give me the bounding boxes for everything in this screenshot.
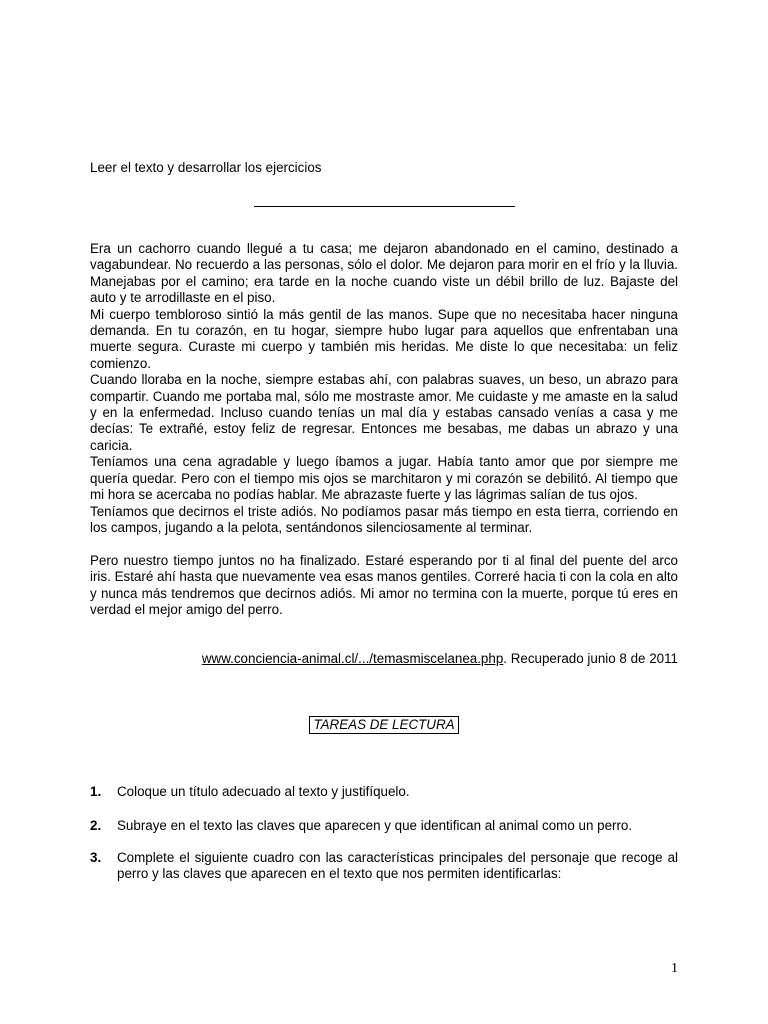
story-paragraph: Pero nuestro tiempo juntos no ha finalizado. Estaré esperando por ti al final del puente del arco iris. Estaré ahí hasta que nuevamente vea esas manos gentiles. Correré hacia ti con la cola en alto y nunca más tendremos que decirnos adiós. Mi amor no termina con la muerte, porque tú eres en verdad el mejor amigo del perro. bbox=[90, 552, 678, 617]
task-number: 1. bbox=[90, 784, 102, 799]
story-paragraph: Teníamos una cena agradable y luego íbamos a jugar. Había tanto amor que por siempre me quería quedar. Pero con el tiempo mis ojos se marchitaron y mi corazón se debilitó. Al tiempo que mi hora se acercaba no podías hablar. Me abrazaste fuerte y las lágrimas salían de tus ojos. bbox=[90, 454, 678, 503]
story-paragraph: Teníamos que decirnos el triste adiós. No podíamos pasar más tiempo en esta tierra, corriendo en los campos, jugando a la pelota, sentándonos silenciosamente al terminar. bbox=[90, 503, 678, 535]
source-link[interactable]: www.conciencia-animal.cl/.../temasmiscelanea.php bbox=[201, 651, 504, 666]
instructions-line: Leer el texto y desarrollar los ejercicios bbox=[90, 160, 322, 175]
story-paragraph: Cuando lloraba en la noche, siempre estabas ahí, con palabras suaves, un beso, un abrazo para compartir. Cuando me portaba mal, sólo me mostraste amor. Me cuidaste y me amaste en la salud y en la enfermedad. Incluso cuando tenías un mal día y estabas cansado venías a casa y me decías: Te extrañé, estoy feliz de regresar. Entonces me besabas, me dabas un abrazo y una caricia. bbox=[90, 372, 678, 453]
tasks-title: TAREAS DE LECTURA bbox=[309, 716, 458, 734]
task-number: 3. bbox=[90, 850, 102, 865]
source-citation bbox=[202, 651, 678, 667]
task-item bbox=[90, 818, 678, 834]
task-item bbox=[90, 850, 678, 883]
task-number: 2. bbox=[90, 818, 102, 833]
tasks-title-container bbox=[0, 716, 768, 734]
page-number: 1 bbox=[671, 961, 678, 976]
task-text: Coloque un título adecuado al texto y justifíquelo. bbox=[117, 784, 410, 799]
story-paragraph: Mi cuerpo tembloroso sintió la más gentil de las manos. Supe que no necesitaba hacer ninguna demanda. En tu corazón, en tu hogar, siempre hubo lugar para aquellos que enfrentaban una muerte segura. Curaste mi cuerpo y también mis heridas. Me diste lo que necesitaba: un feliz comienzo. bbox=[90, 306, 678, 371]
source-retrieved: . Recuperado junio 8 de 2011 bbox=[503, 651, 678, 666]
task-text: Subraye en el texto las claves que aparecen y que identifican al animal como un perro. bbox=[117, 818, 633, 833]
separator-line bbox=[254, 206, 515, 207]
story-text bbox=[90, 241, 678, 618]
task-text: Complete el siguiente cuadro con las características principales del personaje que recoge al perro y las claves que aparecen en el texto que nos permiten identificarlas: bbox=[117, 850, 678, 882]
task-item bbox=[90, 784, 678, 800]
story-paragraph: Era un cachorro cuando llegué a tu casa; me dejaron abandonado en el camino, destinado a vagabundear. No recuerdo a las personas, sólo el dolor. Me dejaron para morir en el frío y la lluvia. Manejabas por el camino; era tarde en la noche cuando viste un débil brillo de luz. Bajaste del auto y te arrodillaste en el piso. bbox=[90, 241, 678, 306]
